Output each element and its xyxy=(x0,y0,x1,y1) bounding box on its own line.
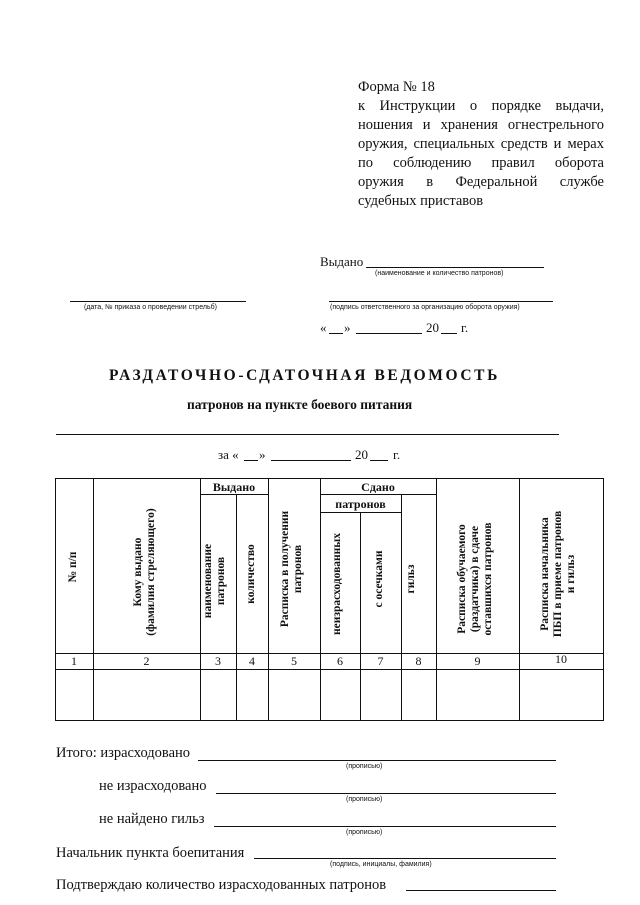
col-header-4: количество xyxy=(245,544,257,604)
col-number-6: 6 xyxy=(337,654,343,668)
document-title: РАЗДАТОЧНО-СДАТОЧНАЯ ВЕДОМОСТЬ xyxy=(109,367,500,384)
issued-caption: (наименование и количество патронов) xyxy=(375,270,504,277)
chief-label: Начальник пункта боепитания xyxy=(56,845,245,861)
col-number-7: 7 xyxy=(377,654,384,668)
chief-sign-line xyxy=(254,858,556,859)
responsible-sign-caption: (подпись ответственного за организацию оборота оружия) xyxy=(330,304,520,311)
col-number-8: 8 xyxy=(415,654,422,668)
period-close: » xyxy=(259,447,266,462)
header-line-2: ношения и хранения огнестрельного xyxy=(358,117,604,133)
total-spent-caption: (прописью) xyxy=(346,763,383,770)
col-header-8: гильз xyxy=(405,564,417,594)
total-spent-line xyxy=(198,760,556,761)
col-header-7: с осечками xyxy=(373,550,385,608)
total-spent-label: Итого: израсходовано xyxy=(56,745,191,761)
header-issued-group: Выдано xyxy=(212,480,256,494)
header-line-6: судебных приставов xyxy=(358,193,484,209)
header-cartridges-group: патронов xyxy=(335,497,386,511)
total-unspent-line xyxy=(216,793,556,794)
col-number-4: 4 xyxy=(249,654,255,668)
date-quote-close: » xyxy=(344,320,351,335)
col-number-2: 2 xyxy=(143,654,150,668)
col-number-1: 1 xyxy=(71,654,77,668)
period-suffix: г. xyxy=(393,447,401,462)
date-suffix: г. xyxy=(461,320,469,335)
period-prefix: за « xyxy=(218,447,239,462)
col-number-10: 10 xyxy=(555,652,567,666)
confirm-label: Подтверждаю количество израсходованных патронов xyxy=(56,877,387,893)
col-header-1: № п/п xyxy=(67,551,79,583)
not-found-line xyxy=(214,826,556,827)
date-order-caption: (дата, № приказа о проведении стрельб) xyxy=(84,304,217,311)
header-line-1: к Инструкции о порядке выдачи, xyxy=(358,98,604,114)
header-line-4: по соблюдению правил оборота xyxy=(358,155,604,171)
date-year: 20 xyxy=(426,320,439,335)
header-returned-group: Сдано xyxy=(361,480,395,494)
col-header-9: Расписка обучаемого (раздатчика) в сдаче оставшихся патронов xyxy=(456,522,494,636)
header-line-3: оружия, специальных средств и мерах xyxy=(358,136,604,152)
col-header-5: Расписка в получении патронов xyxy=(279,510,304,628)
total-unspent-label: не израсходовано xyxy=(99,778,207,794)
period-year: 20 xyxy=(355,447,368,462)
not-found-label: не найдено гильз xyxy=(99,811,205,827)
not-found-caption: (прописью) xyxy=(346,829,383,836)
col-header-6: неизрасходованных xyxy=(331,532,343,636)
total-unspent-caption: (прописью) xyxy=(346,796,383,803)
form-number: Форма № 18 xyxy=(358,79,435,95)
chief-caption: (подпись, инициалы, фамилия) xyxy=(330,861,432,868)
col-header-2: Кому выдано (фамилия стреляющего) xyxy=(132,508,157,636)
issued-label: Выдано xyxy=(320,254,364,269)
col-header-10: Расписка начальника ПБП в приеме патронов и гильз xyxy=(539,510,577,638)
col-number-5: 5 xyxy=(291,654,297,668)
col-number-3: 3 xyxy=(215,654,221,668)
header-line-5: оружия в Федеральной службе xyxy=(358,174,604,190)
col-header-3: наименование патронов xyxy=(202,543,227,619)
col-number-9: 9 xyxy=(474,654,481,668)
document-subtitle: патронов на пункте боевого питания xyxy=(187,397,413,412)
confirm-line xyxy=(406,890,556,891)
date-quote-open: « xyxy=(320,320,327,335)
